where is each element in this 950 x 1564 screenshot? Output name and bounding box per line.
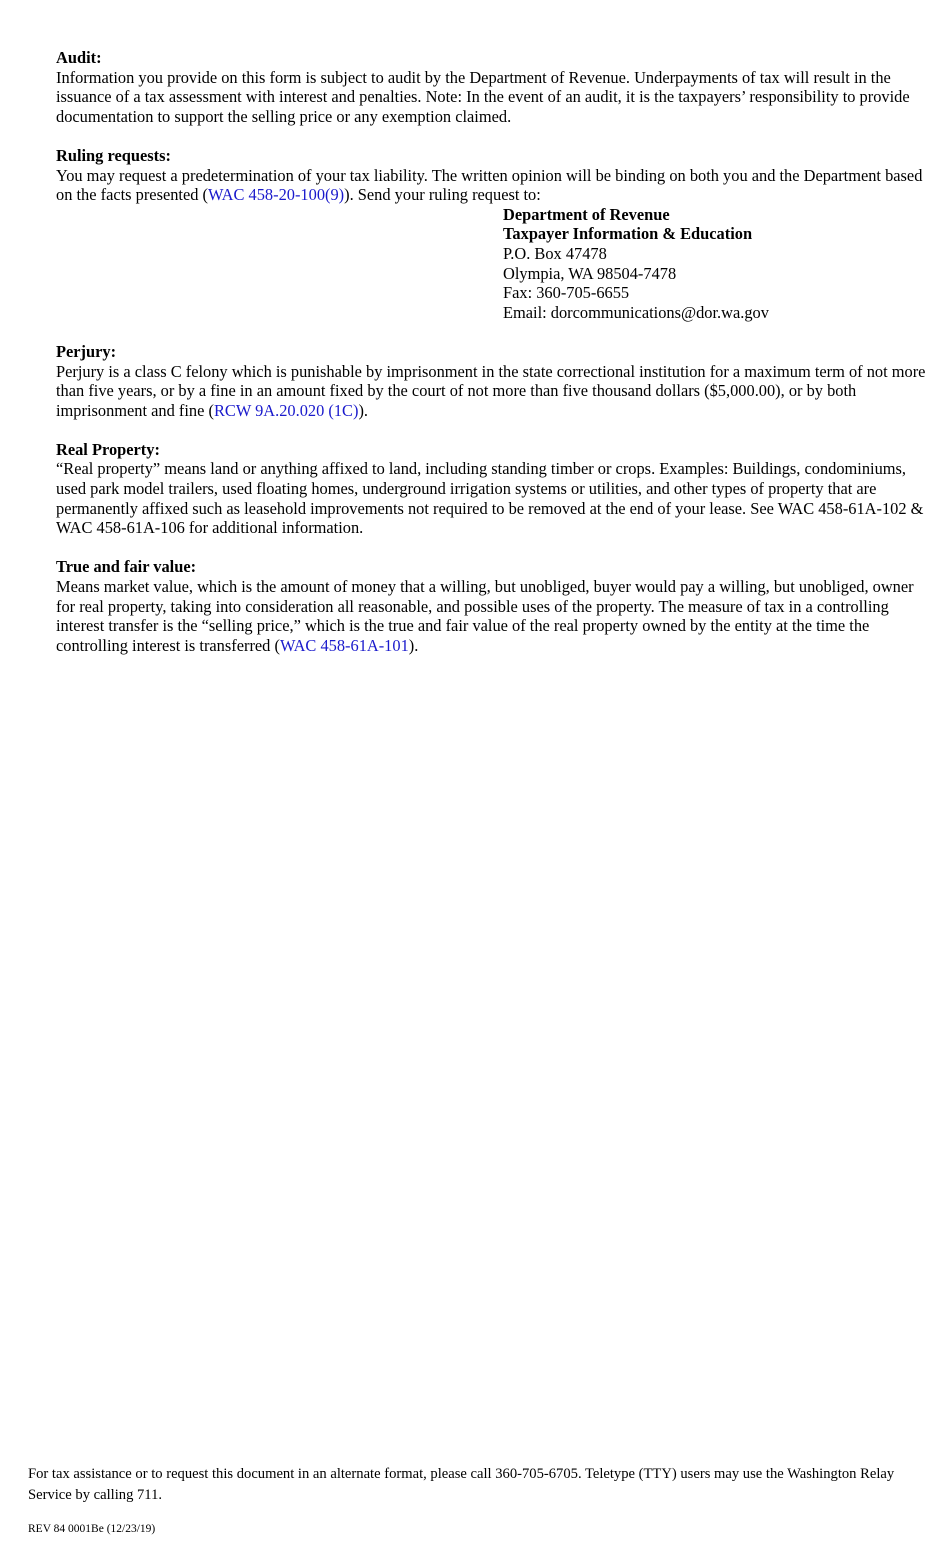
true-fair-value-heading: True and fair value: [56,557,197,577]
real-property-text: “Real property” means land or anything affixed to land, including standing timber or crops. Examples: Buildings, condominiums, used park model trailers, used floating homes, underground irrigation systems or utilities, and other types of property that are permanently affixed such as leasehold improvements not required to be removed at the end of your lease. See WAC 458-61A-102 & WAC 458-61A-106 for additional information. [56,459,924,538]
ruling-mailing-address [503,205,926,323]
ruling-heading: Ruling requests: [56,145,171,165]
address-city: Olympia, WA 98504-7478 [503,263,677,283]
address-division: Taxpayer Information & Education [503,224,753,244]
true-fair-value-text-after: ). [408,635,419,655]
perjury-paragraph [56,362,926,421]
wac-458-20-100-link[interactable]: WAC 458-20-100(9) [208,185,345,205]
address-po-box: P.O. Box 47478 [503,243,607,263]
address-department: Department of Revenue [503,204,670,224]
form-id: REV 84 0001Be (12/23/19) [28,1523,156,1535]
audit-heading: Audit: [56,48,102,67]
audit-text: Information you provide on this form is subject to audit by the Department of Revenue. Underpayments of tax will result in the issuance of a tax assessment with interest and penalties. Note: In the event of an audit, it is the taxpayers’ responsibility to provide documentation to support the selling price or any exemption claimed. [56,67,910,126]
rcw-9a-20-020-link[interactable]: RCW 9A.20.020 (1C) [213,400,359,420]
ruling-text-after: ). Send your ruling request to: [344,185,541,205]
true-fair-value-paragraph [56,577,926,655]
ruling-paragraph [56,166,926,205]
perjury-text-after: ). [358,400,368,420]
true-fair-value-text-before: Means market value, which is the amount of money that a willing, but unobliged, buyer would pay a willing, but unobliged, owner for real property, taking into consideration all reasonable, and possible uses of the property. The measure of tax in a controlling interest transfer is the “selling price,” which is the true and fair value of the real property owned by the entity at the time the controlling interest is transferred ( [56,577,914,655]
perjury-text-before: Perjury is a class C felony which is punishable by imprisonment in the state correctional institution for a maximum term of not more than five years, or by a fine in an amount fixed by the court of not more than five thousand dollars ($5,000.00), or by both imprisonment and fine ( [56,361,926,420]
ruling-text-before: You may request a predetermination of your tax liability. The written opinion will be binding on both you and the Department based on the facts presented ( [56,165,923,205]
true-fair-value-section [56,557,926,655]
real-property-section [56,440,926,538]
audit-section [56,48,926,126]
perjury-heading: Perjury: [56,341,117,361]
footer-assistance: For tax assistance or to request this document in an alternate format, please call 360-705-6705. Teletype (TTY) users may use the Washington Relay Service by calling 711. [28,1466,895,1503]
wac-458-61a-101-link[interactable]: WAC 458-61A-101 [279,635,409,655]
address-email: Email: dorcommunications@dor.wa.gov [503,302,769,322]
ruling-section [56,146,926,322]
real-property-heading: Real Property: [56,439,160,459]
address-fax: Fax: 360-705-6655 [503,283,630,303]
document-body [56,48,926,675]
perjury-section [56,342,926,420]
